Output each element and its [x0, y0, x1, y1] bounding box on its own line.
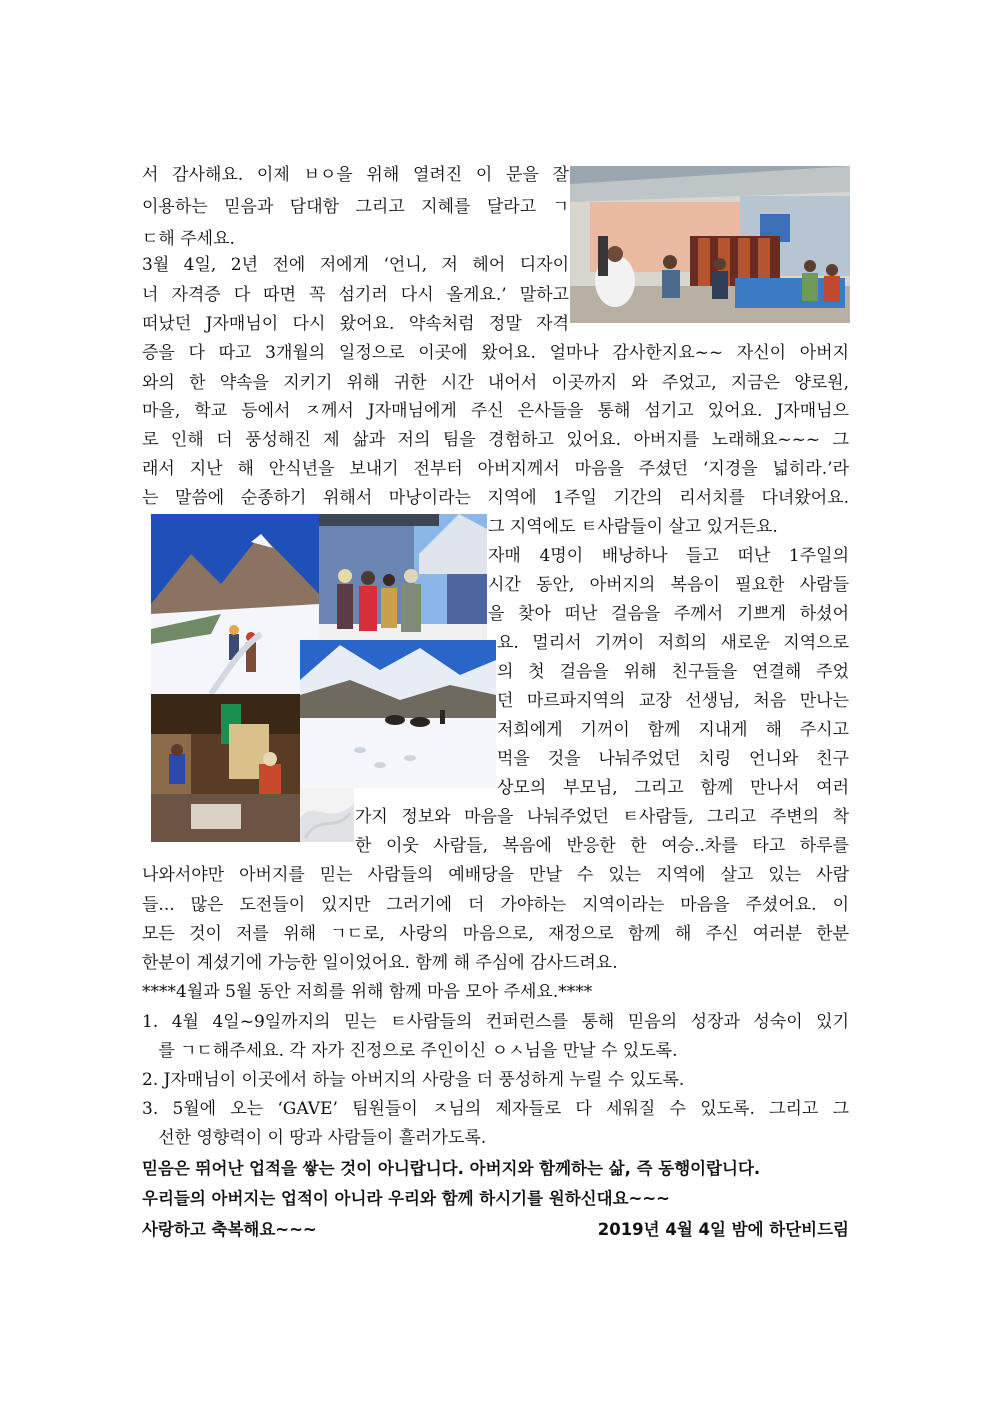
text-line: 한분이 계셨기에 가능한 일이었어요. 함께 해 주심에 감사드려요.	[142, 953, 618, 973]
text-line: 와의 한 약속을 지키기 위해 귀한 시간 내어서 이곳까지 와 주었고, 지금은 양로원,	[142, 373, 849, 393]
text-line: 상모의 부모님, 그리고 함께 만나서 여러	[497, 778, 849, 798]
text-line: 증을 다 따고 3개월의 일정으로 이곳에 왔어요. 얼마나 감사한지요~~ 자신이 아버지	[142, 343, 849, 363]
text-line: 던 마르파지역의 교장 선생님, 처음 만나는	[497, 691, 849, 711]
text-line: 저희에게 기꺼이 함께 지내게 해 주시고	[497, 720, 849, 740]
text-line: 이용하는 믿음과 담대함 그리고 지혜를 달라고 ㄱ	[142, 197, 569, 217]
text-line: 먹을 것을 나눠주었던 치링 언니와 친구	[497, 749, 849, 769]
prayer-item-continued: 선한 영향력이 이 땅과 사람들이 흘러가도록.	[142, 1128, 487, 1148]
text-line: 나와서야만 아버지를 믿는 사람들의 예배당을 만날 수 있는 지역에 살고 있는 사람	[142, 865, 849, 885]
text-line: 들... 많은 도전들이 있지만 그러기에 더 가야하는 지역이라는 마음을 주셨어요. 이	[142, 895, 849, 915]
text-line: 떠났던 J자매님이 다시 왔어요. 약속처럼 정말 자격	[142, 314, 569, 334]
text-line: 3월 4일, 2년 전에 저에게 ‘언니, 저 헤어 디자이	[142, 255, 569, 275]
text-line: 한 이웃 사람들, 복음에 반응한 한 여승..차를 타고 하루를	[355, 836, 849, 856]
text-line: ㄷ해 주세요.	[142, 229, 235, 249]
text-line: 을 찾아 떠난 걸음을 주께서 기쁘게 하셨어	[488, 604, 849, 624]
text-line: 가지 정보와 마음을 나눠주었던 ㅌ사람들, 그리고 주변의 착	[355, 807, 849, 827]
text-line: 요. 멀리서 기꺼이 저희의 새로운 지역으로	[497, 633, 849, 653]
photo-white-fabric	[300, 788, 354, 842]
prayer-item: 3. 5월에 오는 ‘GAVE’ 팀원들이 ㅈ님의 제자들로 다 세워질 수 있도록. 그리고 그	[142, 1099, 849, 1119]
text-line: 자매 4명이 배낭하나 들고 떠난 1주일의	[488, 546, 849, 566]
text-line: 로 인해 더 풍성해진 제 삶과 저의 팀을 경험하고 있어요. 아버지를 노래해요~~~ 그	[142, 430, 849, 450]
photo-haircut-pavilion	[570, 166, 850, 323]
prayer-header: ****4월과 5월 동안 저희를 위해 함께 마음 모아 주세요.****	[142, 982, 593, 1002]
text-line: 는 말씀에 순종하기 위해서 마낭이라는 지역에 1주일 기간의 리서치를 다녀왔어요.	[142, 488, 849, 508]
prayer-item: 1. 4월 4일~9일까지의 믿는 ㅌ사람들의 컨퍼런스를 통해 믿음의 성장과 성숙이 있기	[142, 1012, 849, 1032]
photo-snowy-valley-yaks	[300, 640, 496, 788]
photo-group-of-four	[319, 514, 487, 642]
text-line: 래서 지난 해 안식년을 보내기 전부터 아버지께서 마음을 주셨던 ‘지경을 넓히라.’라	[142, 459, 849, 479]
text-line: 서 감사해요. 이제 ㅂㅇ을 위해 열려진 이 문을 잘	[142, 165, 569, 185]
text-line: 마을, 학교 등에서 ㅈ께서 J자매님에게 주신 은사들을 통해 섬기고 있어요. J자매님으	[142, 401, 849, 421]
photo-kitchen-interior	[151, 694, 300, 842]
closing-line: 믿음은 뛰어난 업적을 쌓는 것이 아니랍니다. 아버지와 함께하는 삶, 즉 동행이랍니다.	[142, 1159, 761, 1178]
text-line: 너 자격증 다 따면 꼭 섬기러 다시 올게요.’ 말하고	[142, 285, 569, 305]
text-line: 모든 것이 저를 위해 ㄱㄷ로, 사랑의 마음으로, 재정으로 함께 해 주신 여러분 한분	[142, 924, 849, 944]
photo-snow-trail	[151, 514, 319, 694]
closing-signature: 2019년 4월 4일 밤에 하단비드림	[597, 1220, 849, 1239]
text-line: 시간 동안, 아버지의 복음이 필요한 사람들	[488, 575, 849, 595]
prayer-item-continued: 를 ㄱㄷ해주세요. 각 자가 진정으로 주인이신 ㅇㅅ님을 만날 수 있도록.	[142, 1041, 678, 1061]
closing-line: 우리들의 아버지는 업적이 아니라 우리와 함께 하시기를 원하신대요~~~	[142, 1189, 670, 1208]
text-line: 의 첫 걸음을 위해 친구들을 연결해 주었	[497, 662, 849, 682]
text-line: 그 지역에도 ㅌ사람들이 살고 있거든요.	[488, 517, 778, 537]
prayer-item: 2. J자매님이 이곳에서 하늘 아버지의 사랑을 더 풍성하게 누릴 수 있도록.	[142, 1070, 685, 1090]
closing-greeting: 사랑하고 축복해요~~~	[142, 1220, 317, 1239]
